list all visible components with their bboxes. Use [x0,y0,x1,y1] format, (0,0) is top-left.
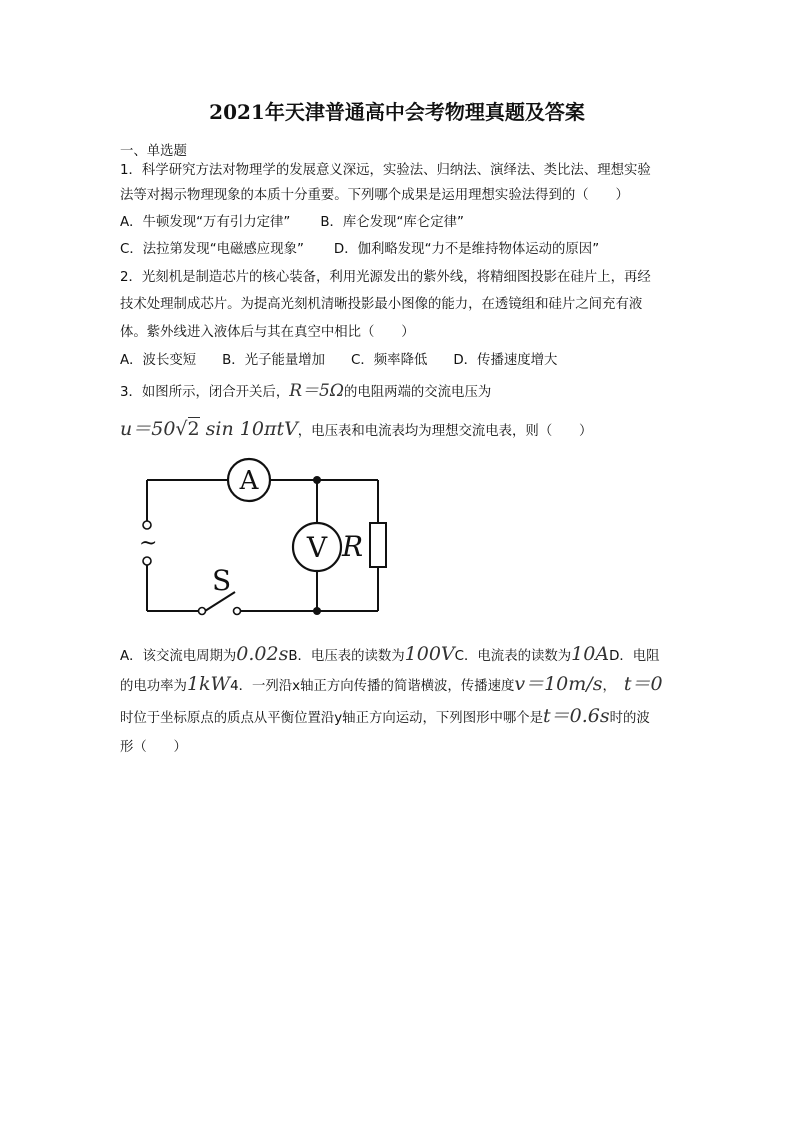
q4-stem-line2 [120,707,650,728]
q4-stem-text3: 时的波 [609,711,650,726]
math-velocity: v＝10m/s [514,673,603,695]
ammeter-label: A [239,466,259,496]
q1-stem-line1: 1．科学研究方法对物理学的发展意义深远，实验法、归纳法、演绎法、类比法、理想实验 [120,163,651,178]
q2-option-c: C．频率降低 [351,353,428,368]
math-period: 0.02s [236,643,289,665]
resistor-icon [370,523,386,567]
sqrt-icon: √ [175,418,188,440]
math-u-coef: u＝50 [120,418,176,440]
junction-dot-bottom [313,607,321,615]
q3-stem-line1 [120,382,491,402]
q1-options-cd [120,241,599,259]
q2-stem-line3: 体。紫外线进入液体后与其在真空中相比（ ） [120,325,415,340]
q3-stem-text3: ，电压表和电流表均为理想交流电表，则（ ） [297,424,593,439]
q3-option-b: B．电压表的读数为 [288,649,405,664]
q1-option-a: A．牛顿发现“万有引力定律” [120,215,291,230]
switch-contact [199,608,206,615]
math-resistance: R＝5Ω [289,381,344,401]
source-terminal-top [143,521,151,529]
q2-options [120,352,557,370]
q4-stem-text2: 时位于坐标原点的质点从平衡位置沿y轴正方向运动，下列图形中哪个是 [120,711,544,726]
q4-stem-line3: 形（ ） [120,740,187,755]
q2-stem-line1: 2．光刻机是制造芯片的核心装备，利用光源发出的紫外线，将精细图投影在硅片上，再经 [120,270,651,285]
q1-options-ab [120,214,464,232]
q4-comma: ， [602,679,616,694]
junction-dot-top [313,476,321,484]
switch-label: S [212,564,232,597]
math-voltage-expression [120,417,298,440]
q3-options-line1 [120,645,660,666]
q2-stem-line2: 技术处理制成芯片。为提高光刻机清晰投影最小图像的能力，在透镜组和硅片之间充有液 [120,297,643,312]
voltmeter-label: V [306,531,328,564]
math-voltmeter-reading: 100V [404,643,455,665]
page-title: 2021年天津普通高中会考物理真题及答案 [209,100,585,124]
q1-option-c: C．法拉第发现“电磁感应现象” [120,242,304,257]
q3-option-d-cont: 的电功率为 [120,679,187,694]
q3-option-a: A．该交流电周期为 [120,649,237,664]
math-power: 1kW [186,673,231,695]
q1-option-d: D．伽利略发现“力不是维持物体运动的原因” [333,242,600,257]
resistor-label: R [342,530,364,563]
math-u-radicand: 2 [187,418,200,440]
q2-option-d: D．传播速度增大 [453,353,558,368]
q2-option-b: B．光子能量增加 [222,353,326,368]
q3-q4-line [120,675,663,696]
source-terminal-bottom [143,557,151,565]
q2-option-a: A．波长变短 [120,353,197,368]
q4-stem-text: 4．一列沿x轴正方向传播的简谐横波，传播速度 [230,679,515,694]
math-u-sin: sin 10πtV [205,418,298,440]
ac-source-symbol: ~ [139,531,158,556]
q1-stem-line2: 法等对揭示物理现象的本质十分重要。下列哪个成果是运用理想实验法得到的（ ） [120,188,629,203]
section-heading: 一、单选题 [120,144,187,159]
q3-stem-text2: 的电阻两端的交流电压为 [343,385,492,400]
switch-contact-2 [234,608,241,615]
q1-option-b: B．库仑发现“库仑定律” [320,215,464,230]
math-ammeter-reading: 10A [571,643,610,665]
q3-stem-line2 [120,420,592,441]
math-t0: t＝0 [623,673,663,695]
q3-stem-text: 3．如图所示，闭合开关后， [120,385,290,400]
q3-option-c: C．电流表的读数为 [454,649,572,664]
circuit-diagram [130,455,400,625]
math-time: t＝0.6s [543,705,610,727]
q3-option-d: D．电阻 [609,649,660,664]
